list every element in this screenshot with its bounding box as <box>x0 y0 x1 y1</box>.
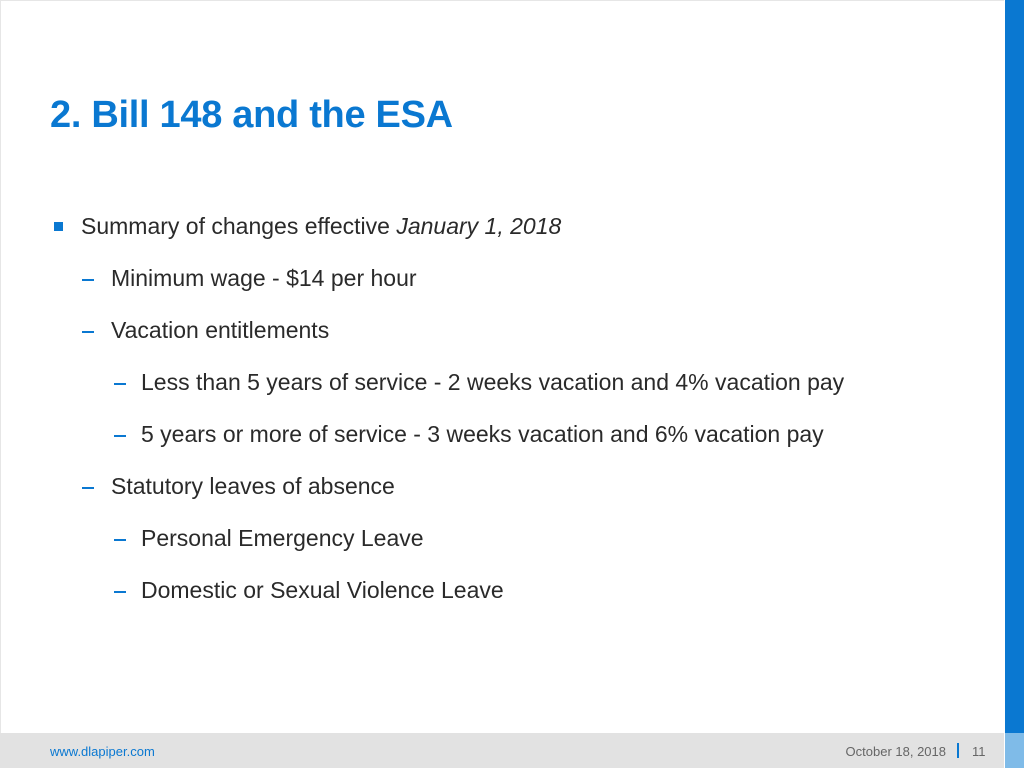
bullet-vacation-under5: Less than 5 years of service - 2 weeks vacation and 4% vacation pay <box>141 369 845 395</box>
bullet-domestic-leave: Domestic or Sexual Violence Leave <box>141 577 504 603</box>
bullet-min-wage: Minimum wage - $14 per hour <box>111 265 417 291</box>
summary-date: January 1, 2018 <box>396 213 562 239</box>
dash-bullet-icon <box>82 331 94 333</box>
dash-bullet-icon <box>114 539 126 541</box>
dash-bullet-icon <box>114 591 126 593</box>
bullet-vacation: Vacation entitlements <box>111 317 330 343</box>
footer-accent-block <box>1005 733 1024 768</box>
right-accent-bar <box>1005 0 1024 733</box>
bullet-summary <box>81 213 561 240</box>
dash-bullet-icon <box>114 435 126 437</box>
dash-bullet-icon <box>114 383 126 385</box>
summary-text: Summary of changes effective <box>81 213 397 239</box>
footer-website-link[interactable]: www.dlapiper.com <box>50 744 155 759</box>
footer-date: October 18, 2018 <box>845 744 946 759</box>
bullet-vacation-5plus: 5 years or more of service - 3 weeks vacation and 6% vacation pay <box>141 421 824 447</box>
bullet-statutory: Statutory leaves of absence <box>111 473 395 499</box>
dash-bullet-icon <box>82 487 94 489</box>
dash-bullet-icon <box>82 279 94 281</box>
footer-separator <box>957 743 959 758</box>
square-bullet-icon <box>54 222 63 231</box>
page-number: 11 <box>972 744 986 759</box>
bullet-personal-leave: Personal Emergency Leave <box>141 525 424 551</box>
slide-title: 2. Bill 148 and the ESA <box>50 94 453 136</box>
